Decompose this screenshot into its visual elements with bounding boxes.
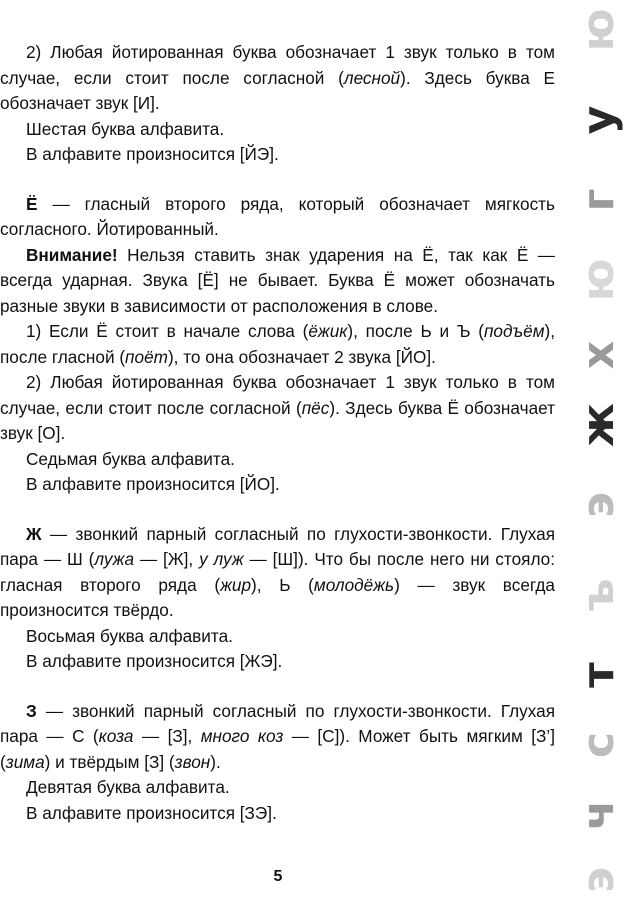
decor-letter: у (573, 105, 624, 135)
paragraph-yo-attention: Внимание! Нельзя ставить знак ударения на Ё, так как Ё — всегда ударная. Звука [Ё] не бывает. Буква Ё может обозначать разные звуки в зависимости от расположения в слове. (0, 244, 555, 316)
decor-letter: ю (573, 8, 624, 52)
paragraph-ye-position: Шестая буква алфавита. (26, 118, 225, 139)
paragraph-z-pronounce: В алфавите произносится [ЗЭ]. (26, 802, 277, 823)
decor-letter: т (573, 662, 624, 688)
paragraph-z-position: Девятая буква алфавита. (26, 777, 230, 797)
paragraph-zh-pronounce: В алфавите произносится [ЖЭ]. (26, 651, 283, 671)
decor-letter: ж (573, 403, 624, 447)
paragraph-zh-position: Восьмая буква алфавита. (26, 625, 233, 646)
paragraph-zh-definition: Ж — звонкий парный согласный по глухости-звонкости. Глухая пара — Ш (лужа — [Ж], у луж — [Ш]). Что бы после него ни стояло: гласная второго ряда (жир), Ь (молодёжь) — звук всегда произносится твёрдо. (0, 523, 556, 620)
decor-letter: ю (573, 258, 624, 302)
decor-letter: ъ (573, 578, 624, 612)
paragraph-yo-position: Седьмая буква алфавита. (26, 448, 235, 469)
decorative-letter-strip (566, 0, 628, 907)
paragraph-z-definition: З — звонкий парный согласный по глухости-звонкости. Глухая пара — С (коза — [З], много коз — [С]). Может быть мягким [З’] (зима) и твёрдым [З] (звон). (0, 700, 555, 772)
decor-letter: с (573, 731, 624, 759)
decor-letter: х (573, 340, 624, 370)
paragraph-ye-sound: 2) Любая йотированная буква обозначает 1 звук только в том случае, если стоит после согласной (лесной). Здесь буква Е обозначает звук [И]. (0, 42, 555, 113)
page-content (0, 40, 555, 826)
decor-letter: ч (573, 799, 624, 831)
paragraph-ye-pronounce: В алфавите произносится [ЙЭ]. (26, 144, 279, 164)
decor-letter: э (573, 491, 624, 519)
paragraph-yo-pronounce: В алфавите произносится [ЙО]. (26, 474, 280, 494)
paragraph-yo-rule-1: 1) Если Ё стоит в начале слова (ёжик), после Ь и Ъ (подъём), после гласной (поёт), то она обозначает 2 звука [ЙО]. (0, 321, 555, 367)
decor-letter: э (573, 866, 624, 894)
paragraph-yo-definition: Ё — гласный второго ряда, который обозначает мягкость согласного. Йотированный. (0, 193, 555, 239)
decor-letter: г (573, 188, 624, 212)
paragraph-yo-rule-2: 2) Любая йотированная буква обозначает 1 звук только в том случае, если стоит после согласной (пёс). Здесь буква Ё обозначает звук [О]. (0, 372, 555, 443)
page-number: 5 (273, 868, 283, 885)
